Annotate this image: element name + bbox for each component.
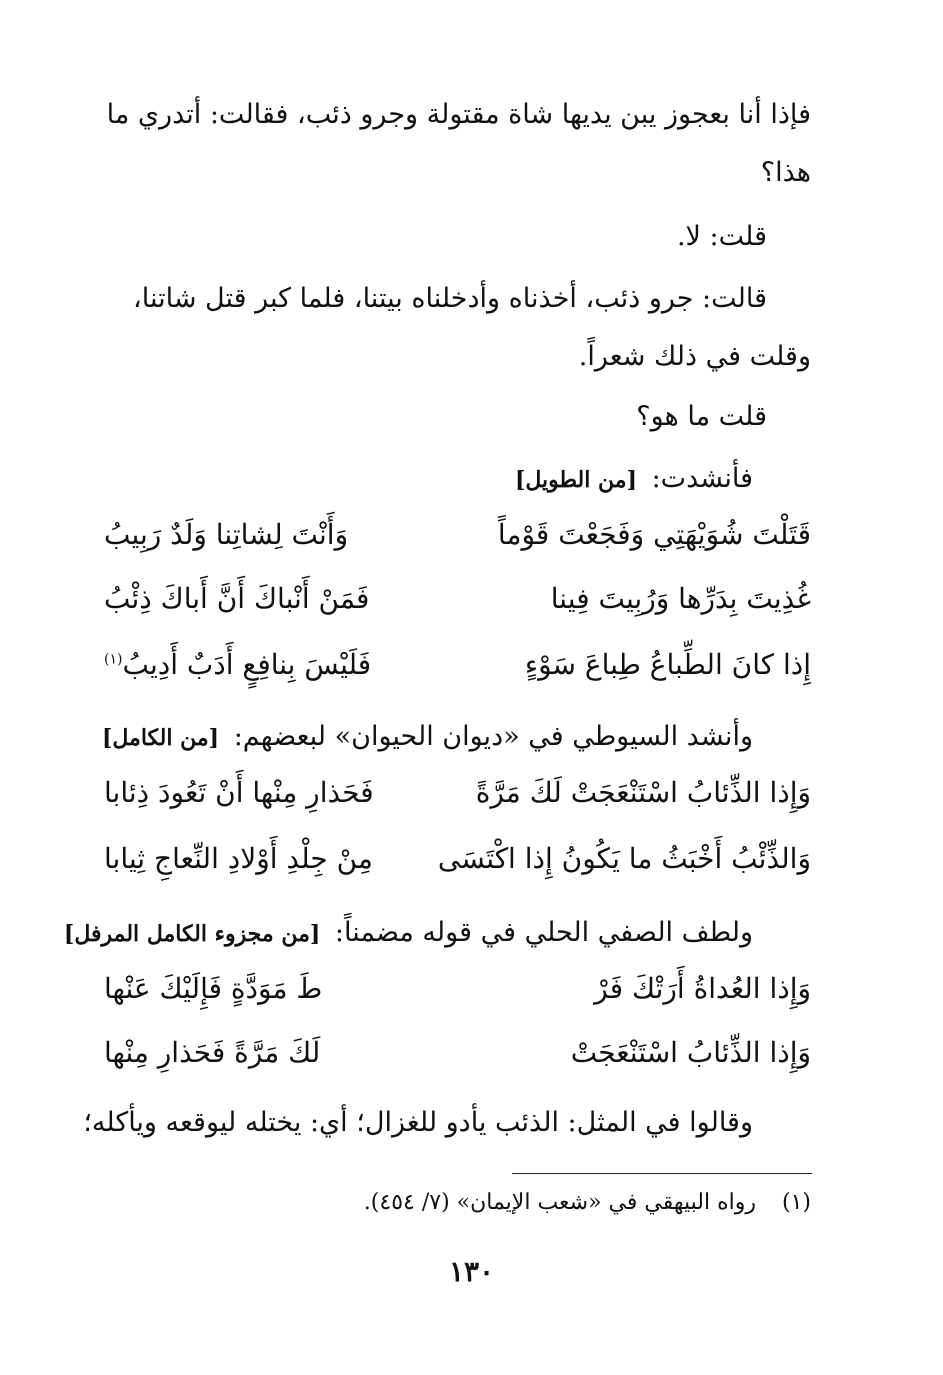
verse-first-hemistich: غُذِيتَ بِدَرِّها وَرُبِيتَ فِينا [550,582,811,615]
verse-line [104,582,811,642]
paragraph-line: قلت ما هو؟ [636,401,767,432]
verse-line [104,1036,811,1096]
page-number: ١٣٠ [448,1255,495,1288]
footnote-divider [512,1173,812,1174]
verse-line [104,972,811,1032]
verse-first-hemistich: وَإِذا العُداةُ أَرَتْكَ فَرْ [594,972,811,1005]
paragraph-line: قالت: جرو ذئب، أخذناه وأدخلناه بيتنا، فلما كبر قتل شاتنا، [133,283,767,314]
verse-second-hemistich: لَكَ مَرَّةً فَحَذارِ مِنْها [104,1036,321,1069]
verse-first-hemistich: وَالذِّئْبُ أَخْبَثُ ما يَكُونُ إِذا اكْتَسَى [437,842,811,875]
paragraph-line: وأنشد السيوطي في «ديوان الحيوان» لبعضهم: [من الكامل] [101,721,753,752]
paragraph-line: هذا؟ [760,157,811,188]
paragraph-line: قلت: لا. [676,221,767,252]
verse-line [104,518,811,578]
verse-first-hemistich: وَإِذا الذِّئابُ اسْتَنْعَجَتْ [570,1036,811,1069]
verse-second-hemistich: مِنْ جِلْدِ أَوْلادِ النِّعاجِ ثِيابا [104,842,373,875]
meter-tag: [من مجزوء الكامل المرفل] [63,921,321,947]
paragraph-line: فأنشدت: [من الطويل] [514,463,753,494]
verse-line [104,648,811,708]
verse-first-hemistich: إِذا كانَ الطِّباعُ طِباعَ سَوْءٍ [524,648,811,681]
meter-tag: [من الطويل] [514,467,637,493]
verse-second-hemistich: وَأَنْتَ لِشاتِنا وَلَدٌ رَبِيبُ [104,518,349,551]
verse-second-hemistich: فَحَذارِ مِنْها أَنْ تَعُودَ ذِئابا [104,776,374,809]
footnote-number: (١) [781,1190,811,1215]
verse-second-hemistich: فَمَنْ أَنْباكَ أَنَّ أَباكَ ذِئْبُ [104,582,370,615]
verse-line [104,776,811,836]
paragraph-line: ولطف الصفي الحلي في قوله مضمناً: [من مجزوء الكامل المرفل] [63,917,753,948]
verse-first-hemistich: قَتَلْتَ شُوَيْهَتِي وَفَجَعْتَ قَوْماً [497,518,811,551]
paragraph-line: فإذا أنا بعجوز يبن يديها شاة مقتولة وجرو ذئب، فقالت: أتدري ما [106,99,811,130]
footnote-text: رواه البيهقي في «شعب الإيمان» (٧/ ٤٥٤). [363,1190,756,1215]
paragraph-line: وقلت في ذلك شعراً. [578,341,811,372]
paragraph-line: وقالوا في المثل: الذئب يأدو للغزال؛ أي: يختله ليوقعه ويأكله؛ [83,1107,753,1138]
meter-tag: [من الكامل] [101,725,220,751]
verse-line [104,842,811,902]
verse-second-hemistich: فَلَيْسَ بِنافِعٍ أَدَبٌ أَدِيبُ$^{(١)}$ [104,648,372,681]
footnote [364,1190,811,1215]
verse-first-hemistich: وَإِذا الذِّئابُ اسْتَنْعَجَتْ لَكَ مَرَّةً [475,776,811,809]
verse-second-hemistich: طَ مَوَدَّةٍ فَإِلَيْكَ عَنْها [104,972,323,1005]
footnote-marker: (١) [104,651,123,668]
